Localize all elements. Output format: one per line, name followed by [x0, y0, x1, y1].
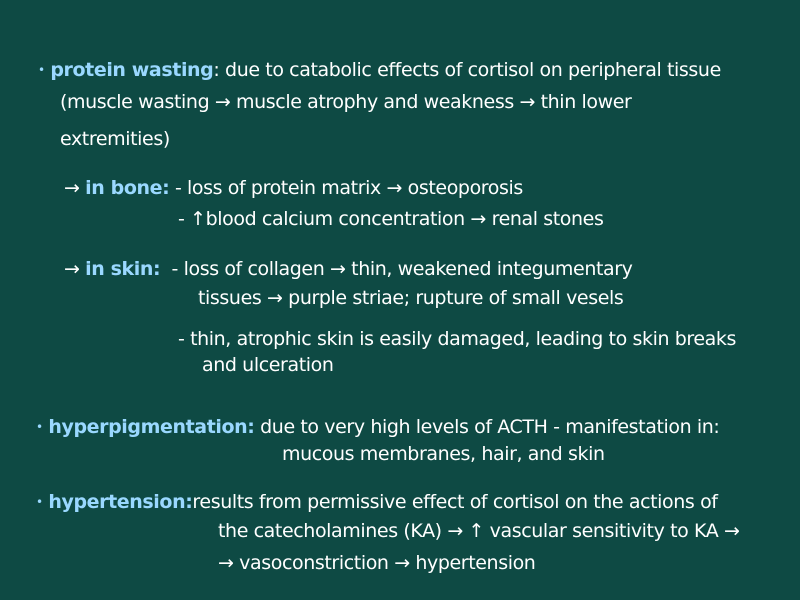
- right-arrow-icon: →: [64, 177, 80, 199]
- bullet-icon: •: [36, 495, 43, 509]
- bone-line-1: [64, 176, 523, 200]
- hypertension-text-1: results from permissive effect of cortisol on the actions of: [192, 491, 718, 513]
- hypertension-text-2: the catecholamines (KA) → ↑ vascular sensitivity to KA →: [218, 520, 740, 542]
- bullet-icon: •: [36, 420, 43, 434]
- hypertension-text-3: → vasoconstriction → hypertension: [218, 552, 536, 574]
- right-arrow-icon: →: [64, 258, 80, 280]
- skin-line-1: [64, 257, 633, 281]
- bone-term: in bone:: [85, 177, 170, 199]
- hyperpigmentation-text-1: due to very high levels of ACTH - manifestation in:: [260, 416, 720, 438]
- protein-wasting-text-2: (muscle wasting → muscle atrophy and weakness → thin lower: [60, 91, 632, 113]
- skin-term: in skin:: [85, 258, 161, 280]
- bone-text-1: - loss of protein matrix → osteoporosis: [174, 177, 523, 199]
- hyperpigmentation-term: hyperpigmentation:: [48, 416, 255, 438]
- hyperpigmentation-text-2: mucous membranes, hair, and skin: [282, 443, 605, 465]
- hypertension-line-1: [36, 490, 718, 514]
- skin-text-2: tissues → purple striae; rupture of small vesels: [198, 287, 624, 309]
- protein-wasting-line-1: [38, 58, 721, 82]
- hyperpigmentation-line-1: [36, 415, 719, 439]
- protein-wasting-text-1: : due to catabolic effects of cortisol on peripheral tissue: [213, 59, 721, 81]
- protein-wasting-text-3: extremities): [60, 128, 170, 150]
- hypertension-term: hypertension:: [48, 491, 193, 513]
- skin-text-3: - thin, atrophic skin is easily damaged, leading to skin breaks: [178, 328, 737, 350]
- skin-text-1: - loss of collagen → thin, weakened integumentary: [171, 258, 633, 280]
- bullet-icon: •: [38, 63, 45, 77]
- skin-text-4: and ulceration: [202, 354, 334, 376]
- bone-text-2: - ↑blood calcium concentration → renal stones: [178, 208, 604, 230]
- protein-wasting-term: protein wasting: [50, 59, 214, 81]
